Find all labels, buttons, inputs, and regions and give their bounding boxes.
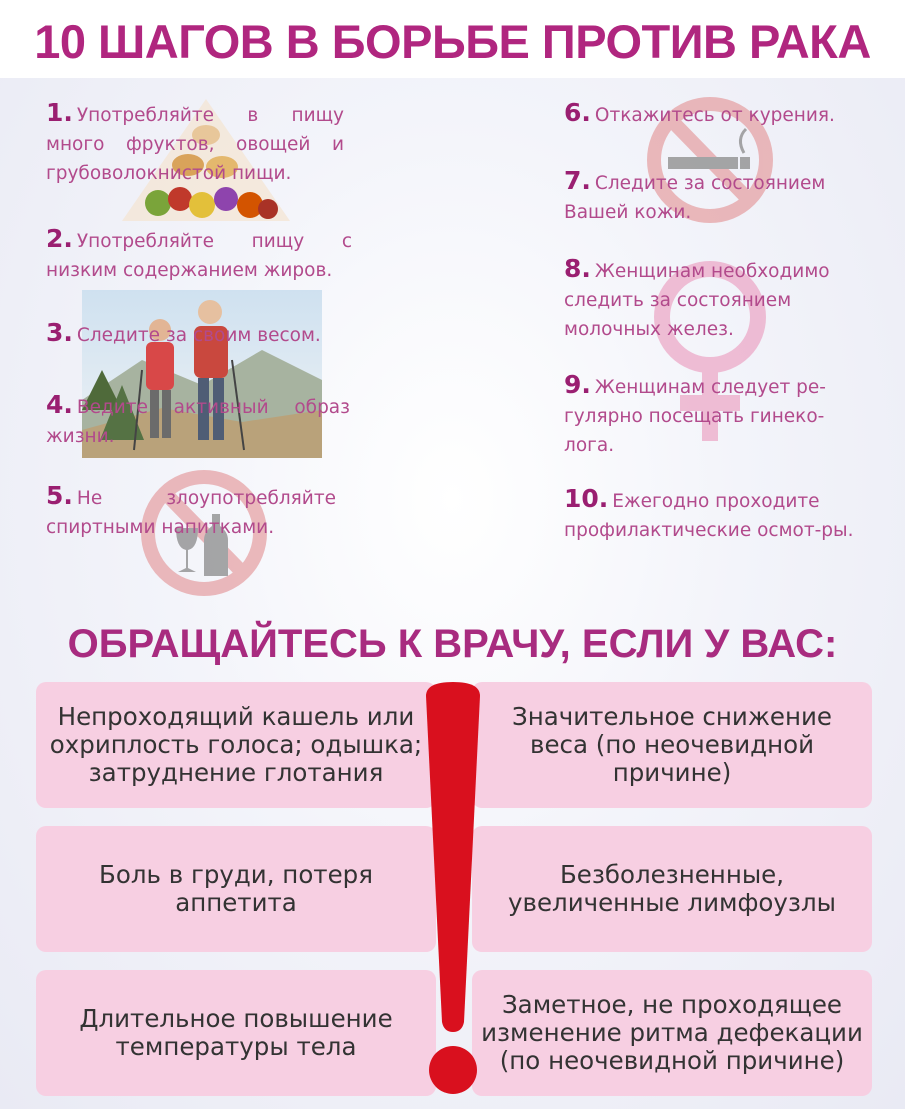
step-4	[46, 390, 350, 451]
symptom-text: Безболезненные, увеличенные лимфоузлы	[508, 860, 836, 917]
step-2	[46, 224, 352, 285]
step-7	[564, 166, 864, 227]
symptom-text: Значительное снижение веса (по неочевидной причине)	[511, 702, 833, 787]
symptom-text: Боль в груди, потеря аппетита	[99, 860, 373, 917]
symptom-text: Заметное, не проходящее изменение ритма дефекации (по неочевидной причине)	[481, 990, 863, 1075]
step-text: Употребляйте пищу с низким содержанием жиров.	[46, 231, 352, 281]
step-text: Не злоупотребляйте спиртными напитками.	[46, 488, 336, 538]
step-number: 3.	[46, 318, 73, 347]
step-number: 9.	[564, 370, 591, 399]
step-number: 1.	[46, 98, 73, 127]
step-text: Ежегодно проходите профилактические осмот-ры.	[564, 491, 854, 541]
step-3	[46, 318, 366, 350]
step-9	[564, 370, 864, 460]
step-6	[564, 98, 884, 130]
step-number: 6.	[564, 98, 591, 127]
doctor-heading: ОБРАЩАЙТЕСЬ К ВРАЧУ, ЕСЛИ У ВАС:	[67, 622, 838, 666]
step-number: 2.	[46, 224, 73, 253]
symptom-box-right-3	[472, 970, 872, 1096]
step-5	[46, 481, 336, 542]
step-text: Следите за своим весом.	[76, 325, 321, 346]
exclamation-icon	[420, 680, 486, 1100]
symptom-box-left-2	[36, 826, 436, 952]
step-number: 5.	[46, 481, 73, 510]
step-text: Женщинам следует ре-гулярно посещать гинеко-лога.	[564, 377, 826, 456]
page-title: 10 ШАГОВ В БОРЬБЕ ПРОТИВ РАКА	[34, 15, 871, 68]
step-text: Следите за состоянием Вашей кожи.	[564, 173, 826, 223]
symptom-text: Длительное повышение температуры тела	[79, 1004, 393, 1061]
step-text: Женщинам необходимо следить за состоянием молочных желез.	[564, 261, 830, 340]
step-number: 8.	[564, 254, 591, 283]
step-number: 10.	[564, 484, 609, 513]
symptom-box-left-3	[36, 970, 436, 1096]
symptom-text: Непроходящий кашель или охриплость голоса; одышка; затруднение глотания	[49, 702, 423, 787]
step-1	[46, 98, 344, 188]
step-number: 4.	[46, 390, 73, 419]
symptom-box-right-2	[472, 826, 872, 952]
step-8	[564, 254, 870, 344]
step-number: 7.	[564, 166, 591, 195]
step-text: Откажитесь от курения.	[594, 105, 835, 126]
step-text: Ведите активный образ жизни.	[46, 397, 350, 447]
symptom-box-right-1	[472, 682, 872, 808]
symptom-box-left-1	[36, 682, 436, 808]
step-10	[564, 484, 868, 545]
step-text: Употребляйте в пищу много фруктов, овощей и грубоволокнистой пищи.	[46, 105, 344, 184]
